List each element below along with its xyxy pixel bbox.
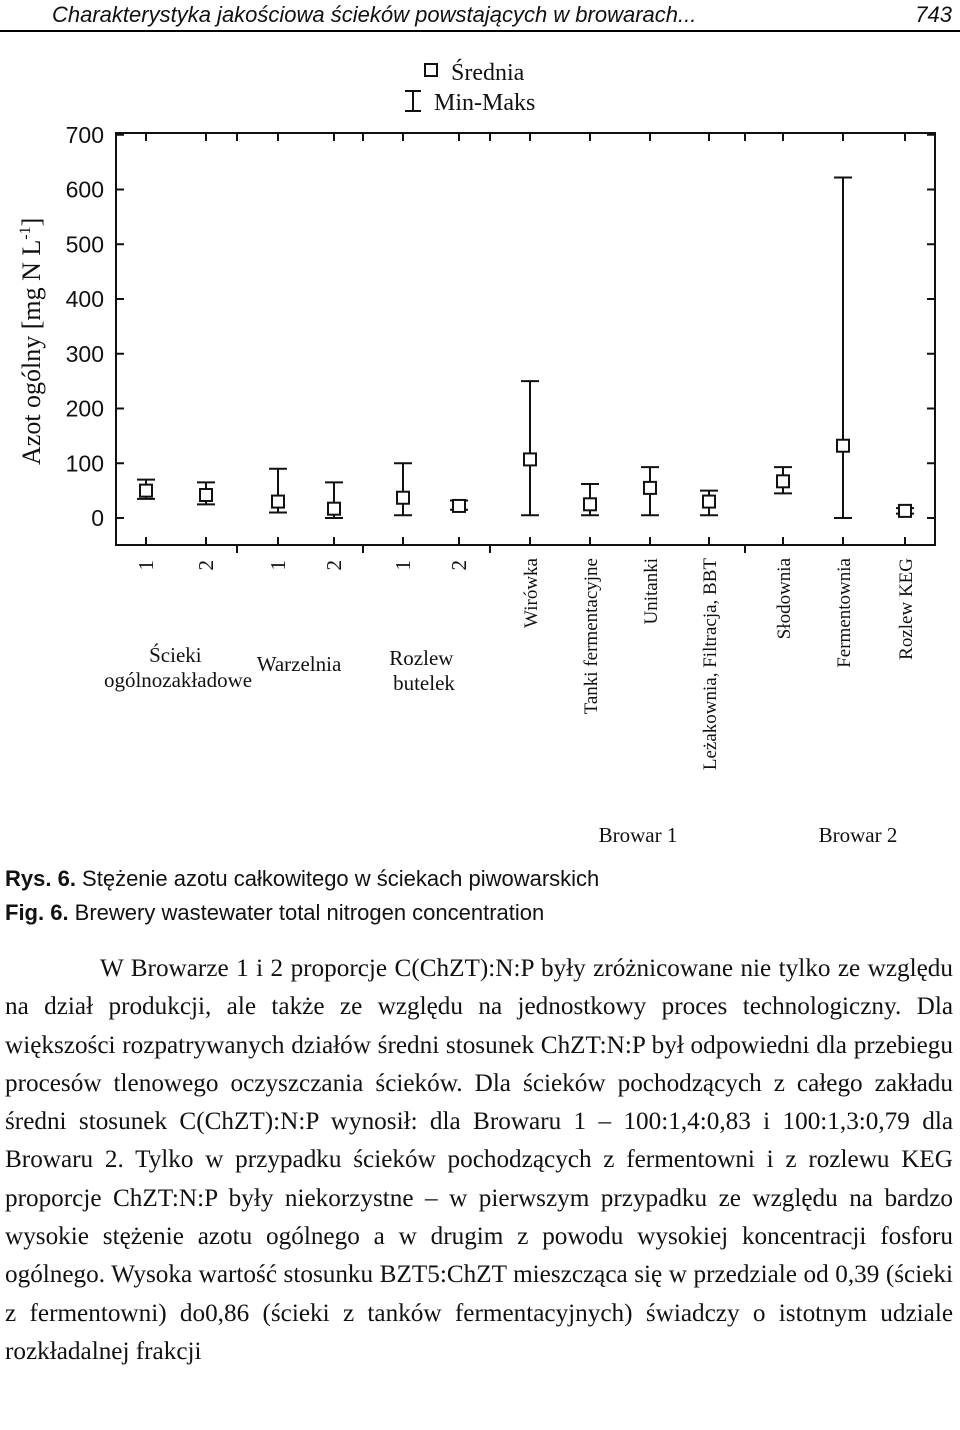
mean-marker xyxy=(328,503,340,515)
y-tick-label: 300 xyxy=(65,340,104,367)
group-label-2 xyxy=(389,646,458,695)
y-axis-label-main: Azot ogólny [mg N L xyxy=(17,239,46,465)
body-text xyxy=(5,950,953,1371)
data-marks xyxy=(137,177,914,518)
x-category-label: Unitanki xyxy=(641,558,662,625)
figure-caption-en xyxy=(5,900,544,926)
group-label-1-line-0: Warzelnia xyxy=(256,652,342,676)
y-axis-label-sup: -1 xyxy=(17,226,34,240)
y-tick-label: 100 xyxy=(65,450,104,477)
mean-marker xyxy=(272,496,284,508)
caption-pl-text: Stężenie azotu całkowitego w ściekach piwowarskich xyxy=(75,866,600,891)
legend-mean-marker xyxy=(425,64,437,76)
x-category-label: 2 xyxy=(322,560,346,571)
figure-caption-pl xyxy=(5,866,599,892)
y-tick-label: 600 xyxy=(65,176,104,203)
y-ticks xyxy=(66,122,935,531)
y-tick-label: 200 xyxy=(65,395,104,422)
y-tick-label: 500 xyxy=(65,231,104,258)
x-tick-labels xyxy=(134,557,917,770)
x-ticks xyxy=(146,133,905,553)
x-category-label: 1 xyxy=(391,560,415,571)
browar-label-1: Browar 1 xyxy=(598,823,678,847)
body-paragraph: W Browarze 1 i 2 proporcje C(ChZT):N:P były zróżnicowane nie tylko ze względu na dział produkcji, ale także ze względu na jednostkowy proces technologiczny. Dla większości rozpatrywanych działów średni stosunek ChZT:N:P był odpowiedni dla przebiegu procesów tlenowego oczyszczania ścieków. Dla ścieków pochodzących z całego zakładu średni stosunek C(ChZT):N:P wynosił: dla Browaru 1 – 100:1,4:0,83 i 100:1,3:0,79 dla Browaru 2. Tylko w przypadku ścieków pochodzących z fermentowni i z rozlewu KEG proporcje ChZT:N:P były niekorzystne – w pierwszym przypadku ze względu na bardzo wysokie stężenie azotu ogólnego a w drugim z powodu wysokiej koncentracji fosforu ogólnego. Wysoka wartość stosunku BZT5:ChZT mieszcząca się w przedziale od 0,39 (ścieki z fermentowni) do0,86 (ścieki z tanków fermentacyjnych) świadczy o istotnym udziale rozkładalnej frakcji xyxy=(5,955,953,1365)
mean-marker xyxy=(703,496,715,508)
group-label-1 xyxy=(257,652,342,676)
browar-label-2: Browar 2 xyxy=(818,823,898,847)
y-tick-label: 0 xyxy=(91,505,104,531)
plot-frame xyxy=(116,133,935,545)
mean-marker xyxy=(397,492,409,504)
group-label-0-line-1: ogólnozakładowe xyxy=(103,668,253,692)
x-category-label: Rozlew KEG xyxy=(896,558,917,660)
legend-range-label: Min-Maks xyxy=(434,90,536,116)
x-category-label: 1 xyxy=(134,560,158,571)
mean-marker xyxy=(584,498,596,510)
mean-marker xyxy=(837,440,849,452)
running-title: Charakterystyka jakościowa ścieków powstających w browarach... xyxy=(52,2,697,27)
legend-mean-label: Średnia xyxy=(451,60,525,86)
mean-marker xyxy=(899,505,911,517)
x-category-label: 2 xyxy=(194,560,218,571)
y-tick-label: 700 xyxy=(65,121,104,148)
mean-marker xyxy=(777,475,789,487)
y-tick-label: 400 xyxy=(65,286,104,312)
x-category-label: Słodownia xyxy=(774,558,795,640)
x-category-label: Fermentownia xyxy=(834,558,855,668)
caption-en-label: Fig. 6. xyxy=(5,900,69,925)
mean-marker xyxy=(200,489,212,501)
mean-marker xyxy=(524,453,536,465)
group-label-0-line-0: Ścieki xyxy=(149,643,202,667)
x-category-label: Leżakownia, Filtracja, BBT xyxy=(700,558,721,771)
y-axis-label xyxy=(17,218,46,465)
mean-marker xyxy=(453,500,465,512)
x-category-label: Tanki fermentacyjne xyxy=(581,558,602,715)
caption-pl-label: Rys. 6. xyxy=(5,866,76,891)
group-label-2-line-1: butelek xyxy=(393,671,455,695)
x-category-label: 2 xyxy=(447,560,471,571)
x-category-label: 1 xyxy=(266,560,290,571)
y-axis-label-end: ] xyxy=(17,217,46,227)
mean-marker xyxy=(644,482,656,494)
page-number: 743 xyxy=(915,2,952,27)
group-label-2-line-0: Rozlew xyxy=(389,646,454,670)
group-label-0 xyxy=(104,643,252,692)
x-category-label: Wirówka xyxy=(521,558,542,628)
caption-en-text: Brewery wastewater total nitrogen concentration xyxy=(68,900,545,925)
mean-marker xyxy=(140,485,152,497)
chart-legend xyxy=(405,59,535,116)
